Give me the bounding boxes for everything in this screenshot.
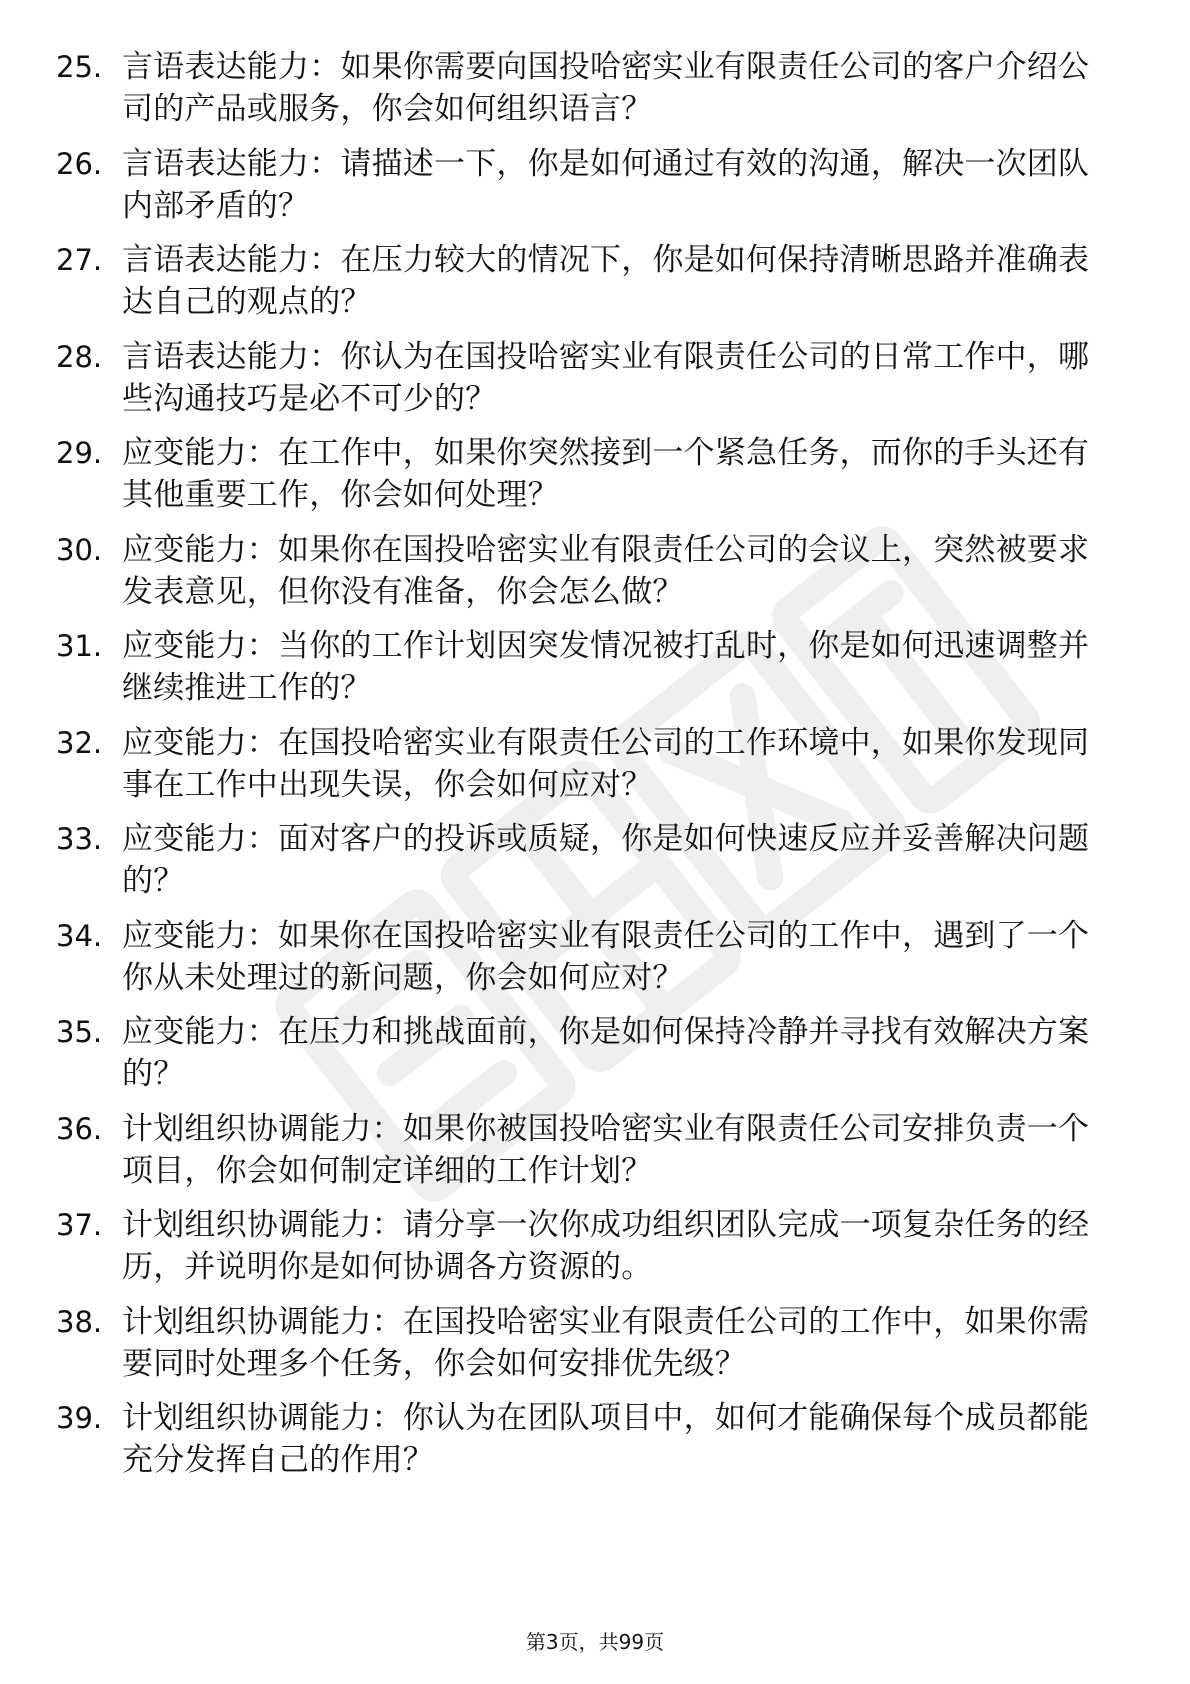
- question-item: [0, 915, 1190, 1012]
- question-number: 31.: [56, 629, 103, 663]
- question-text: 言语表达能力：如果你需要向国投哈密实业有限责任公司的客户介绍公司的产品或服务，你会如何组织语言？: [122, 49, 1090, 127]
- question-item: [0, 143, 1190, 240]
- question-item: [0, 1397, 1190, 1494]
- question-number: 39.: [56, 1401, 103, 1435]
- question-item: [0, 529, 1190, 626]
- question-number: 26.: [56, 146, 103, 181]
- question-text: 应变能力：当你的工作计划因突发情况被打乱时，你是如何迅速调整并继续推进工作的？: [122, 628, 1090, 706]
- question-number: 27.: [56, 243, 103, 277]
- question-number: 36.: [56, 1111, 103, 1146]
- question-number: 32.: [56, 725, 103, 760]
- question-text: 计划组织协调能力：请分享一次你成功组织团队完成一项复杂任务的经历，并说明你是如何协调各方资源的。: [122, 1207, 1090, 1285]
- question-item: [0, 1301, 1190, 1398]
- question-number: 35.: [56, 1015, 103, 1049]
- question-text: 言语表达能力：请描述一下，你是如何通过有效的沟通，解决一次团队内部矛盾的？: [122, 145, 1090, 224]
- question-item: [0, 1011, 1190, 1108]
- question-number: 38.: [56, 1304, 103, 1339]
- question-number: 28.: [56, 339, 103, 374]
- question-text: 应变能力：在国投哈密实业有限责任公司的工作环境中，如果你发现同事在工作中出现失误，你会如何应对？: [122, 724, 1090, 803]
- question-text: 应变能力：在压力和挑战面前，你是如何保持冷静并寻找有效解决方案的？: [122, 1014, 1090, 1092]
- question-item: [0, 432, 1190, 529]
- question-item: [0, 818, 1190, 915]
- question-item: [0, 1204, 1190, 1301]
- question-item: [0, 722, 1190, 819]
- question-item: [0, 625, 1190, 722]
- question-text: 应变能力：面对客户的投诉或质疑，你是如何快速反应并妥善解决问题的？: [122, 821, 1090, 899]
- page-footer: [0, 1628, 1190, 1656]
- question-text: 应变能力：在工作中，如果你突然接到一个紧急任务，而你的手头还有其他重要工作，你会如何处理？: [122, 435, 1090, 513]
- question-item: [0, 1108, 1190, 1205]
- question-list: [0, 46, 1190, 1494]
- question-text: 应变能力：如果你在国投哈密实业有限责任公司的会议上，突然被要求发表意见，但你没有准备，你会怎么做？: [122, 531, 1090, 610]
- question-item: [0, 336, 1190, 433]
- question-item: [0, 46, 1190, 143]
- question-text: 计划组织协调能力：你认为在团队项目中，如何才能确保每个成员都能充分发挥自己的作用？: [122, 1400, 1090, 1478]
- question-number: 37.: [56, 1208, 103, 1242]
- question-text: 计划组织协调能力：在国投哈密实业有限责任公司的工作中，如果你需要同时处理多个任务，你会如何安排优先级？: [122, 1303, 1090, 1382]
- question-number: 33.: [56, 822, 103, 856]
- page-number-label: 第3页，共99页: [525, 1630, 665, 1654]
- question-number: 34.: [56, 918, 103, 953]
- question-text: 计划组织协调能力：如果你被国投哈密实业有限责任公司安排负责一个项目，你会如何制定详细的工作计划？: [122, 1110, 1090, 1189]
- question-item: [0, 239, 1190, 336]
- question-number: 30.: [56, 532, 103, 567]
- question-text: 应变能力：如果你在国投哈密实业有限责任公司的工作中，遇到了一个你从未处理过的新问题，你会如何应对？: [122, 917, 1090, 996]
- question-number: 25.: [56, 50, 103, 84]
- question-number: 29.: [56, 436, 103, 470]
- question-text: 言语表达能力：在压力较大的情况下，你是如何保持清晰思路并准确表达自己的观点的？: [122, 242, 1090, 320]
- question-text: 言语表达能力：你认为在国投哈密实业有限责任公司的日常工作中，哪些沟通技巧是必不可少的？: [122, 338, 1090, 417]
